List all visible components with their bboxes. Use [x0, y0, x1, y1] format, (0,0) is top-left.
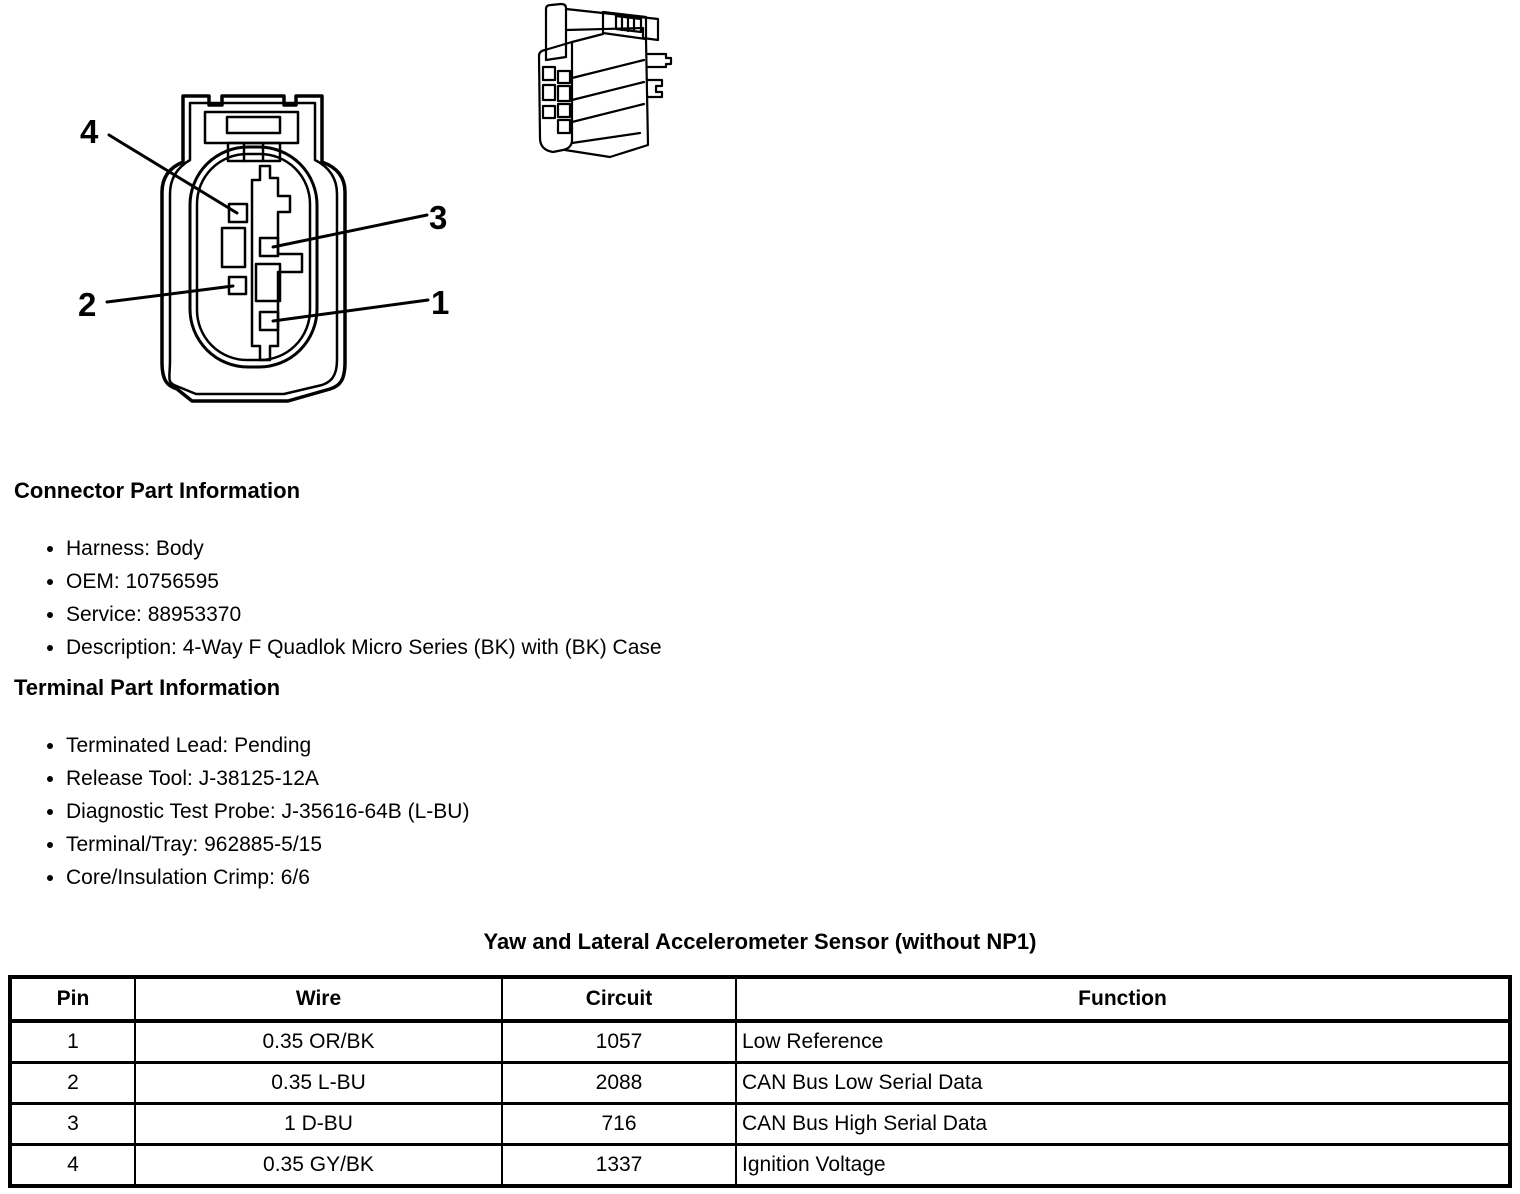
terminal-part-info-list [0, 729, 1520, 894]
wire-column-header: Wire [135, 977, 502, 1021]
pinout-table [8, 975, 1512, 1188]
connector-info-item: • Harness: Body [66, 532, 1520, 565]
connector-part-info-list [0, 532, 1520, 664]
table-row [10, 1021, 1510, 1063]
pin-3-leader-line [273, 215, 427, 247]
wire-cell: 0.35 L-BU [135, 1063, 502, 1104]
connector-info-item: • OEM: 10756595 [66, 565, 1520, 598]
terminal-info-item: • Terminal/Tray: 962885-5/15 [66, 828, 1520, 861]
terminal-info-item: • Terminated Lead: Pending [66, 729, 1520, 762]
circuit-cell: 2088 [502, 1063, 736, 1104]
wire-cell: 0.35 OR/BK [135, 1021, 502, 1063]
wire-cell: 0.35 GY/BK [135, 1145, 502, 1187]
connector-info-item: • Description: 4-Way F Quadlok Micro Series (BK) with (BK) Case [66, 631, 1520, 664]
pin-2-callout [78, 286, 233, 323]
pin-4-callout [80, 113, 237, 213]
pin-3-label: 3 [429, 199, 448, 236]
function-cell: CAN Bus Low Serial Data [736, 1063, 1510, 1104]
function-column-header: Function [736, 977, 1510, 1021]
circuit-cell: 1057 [502, 1021, 736, 1063]
pin-column-header: Pin [10, 977, 135, 1021]
keyway-feature [256, 264, 280, 301]
connector-diagram-area [0, 0, 1520, 458]
table-row [10, 1104, 1510, 1145]
pin-cell: 1 [10, 1021, 135, 1063]
circuit-cell: 1337 [502, 1145, 736, 1187]
function-cell: CAN Bus High Serial Data [736, 1104, 1510, 1145]
keyway-feature [222, 228, 245, 267]
terminal-part-info-heading: Terminal Part Information [14, 675, 281, 700]
table-row [10, 1063, 1510, 1104]
pin-4-leader-line [109, 135, 237, 213]
pin-1-callout [273, 284, 449, 321]
connector-part-info-heading: Connector Part Information [14, 478, 301, 503]
table-row [10, 1145, 1510, 1187]
pin-1-leader-line [273, 300, 428, 321]
pin-1-label: 1 [431, 284, 450, 321]
pin-cell: 3 [10, 1104, 135, 1145]
pin-4-label: 4 [80, 113, 99, 150]
pin-3-callout [273, 199, 447, 247]
pin-cell: 2 [10, 1063, 135, 1104]
terminal-info-item: • Core/Insulation Crimp: 6/6 [66, 861, 1520, 894]
pinout-table-title: Yaw and Lateral Accelerometer Sensor (without NP1) [483, 929, 1037, 954]
connector-face-view-drawing [162, 96, 345, 401]
pinout-table-body [10, 1021, 1510, 1186]
function-cell: Low Reference [736, 1021, 1510, 1063]
connector-side-view-drawing [539, 4, 671, 157]
connector-diagrams [0, 0, 780, 458]
function-cell: Ignition Voltage [736, 1145, 1510, 1187]
circuit-column-header: Circuit [502, 977, 736, 1021]
pin-cell: 4 [10, 1145, 135, 1187]
header-row [10, 977, 1510, 1021]
terminal-info-item: • Diagnostic Test Probe: J-35616-64B (L-BU) [66, 795, 1520, 828]
pinout-table-header [10, 977, 1510, 1021]
connector-info-item: • Service: 88953370 [66, 598, 1520, 631]
terminal-info-item: • Release Tool: J-38125-12A [66, 762, 1520, 795]
circuit-cell: 716 [502, 1104, 736, 1145]
pin-2-label: 2 [78, 286, 97, 323]
wire-cell: 1 D-BU [135, 1104, 502, 1145]
